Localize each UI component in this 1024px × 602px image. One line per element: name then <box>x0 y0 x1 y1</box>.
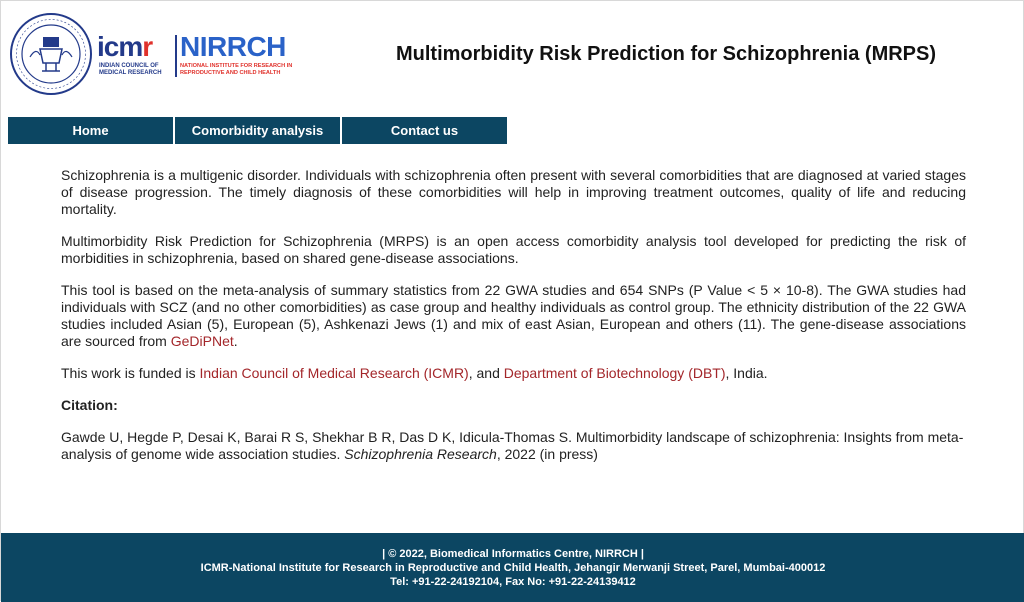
icmr-logo-subtitle: INDIAN COUNCIL OF MEDICAL RESEARCH <box>99 63 162 76</box>
funding-paragraph <box>61 365 966 382</box>
main-nav <box>8 117 507 144</box>
methodology-text: This tool is based on the meta-analysis of summary statistics from 22 GWA studies and 654 SNPs (P Value < 5 × 10-8). The GWA studies had individuals with SCZ (and no other comorbidities) as case group and healthy individuals as control group. The ethnicity distribution of the 22 GWA studies included Asian (5), European (5), Ashkenazi Jews (1) and mix of east Asian, European and others (11). The gene-disease associations are sourced from <box>61 282 966 349</box>
icmr-word-accent: r <box>142 31 153 62</box>
nav-home[interactable]: Home <box>8 117 173 144</box>
nav-contact-us[interactable]: Contact us <box>342 117 507 144</box>
funding-text-end: , India. <box>725 365 768 381</box>
site-footer <box>1 533 1024 602</box>
citation-paragraph <box>61 429 966 463</box>
nav-comorbidity-analysis[interactable]: Comorbidity analysis <box>175 117 340 144</box>
icmr-word-main: icm <box>97 31 143 62</box>
icmr-emblem-logo <box>10 13 92 95</box>
nirrch-logo-subtitle: NATIONAL INSTITUTE FOR RESEARCH IN REPRODUCTIVE AND CHILD HEALTH <box>180 63 293 76</box>
mrps-description-paragraph: Multimorbidity Risk Prediction for Schizophrenia (MRPS) is an open access comorbidity analysis tool developed for predicting the risk of morbidities in schizophrenia, based on shared gene-disease associations. <box>61 233 966 266</box>
gedipnet-link[interactable]: GeDiPNet <box>170 333 234 349</box>
page-title: Multimorbidity Risk Prediction for Schizophrenia (MRPS) <box>395 43 937 65</box>
main-content <box>61 167 966 478</box>
icmr-link[interactable]: Indian Council of Medical Research (ICMR) <box>199 365 469 381</box>
citation-end: , 2022 (in press) <box>496 446 598 462</box>
footer-copyright: | © 2022, Biomedical Informatics Centre, NIRRCH | <box>382 548 644 560</box>
citation-heading: Citation: <box>61 397 118 413</box>
footer-address: ICMR-National Institute for Research in Reproductive and Child Health, Jehangir Merwanji Street, Parel, Mumbai-400012 <box>200 562 826 574</box>
site-header <box>1 1 1024 111</box>
funding-text-start: This work is funded is <box>61 365 200 381</box>
nirrch-word: NIRRCH <box>180 31 286 62</box>
dbt-link[interactable]: Department of Biotechnology (DBT) <box>503 365 726 381</box>
citation-authors: Gawde U, Hegde P, Desai K, Barai R S, Shekhar B R, Das D K, Idicula-Thomas S. Multimorbidity landscape of schizophrenia: Insights from meta-analysis of genome wide association studies. <box>61 429 964 462</box>
nirrch-logo <box>180 33 310 79</box>
citation-journal: Schizophrenia Research <box>344 446 497 462</box>
icmr-logo <box>97 33 173 79</box>
methodology-end: . <box>233 333 238 349</box>
footer-contact: Tel: +91-22-24192104, Fax No: +91-22-24139412 <box>390 576 636 588</box>
logo-divider <box>175 35 177 77</box>
methodology-paragraph <box>61 282 966 350</box>
funding-text-mid: , and <box>468 365 504 381</box>
intro-paragraph: Schizophrenia is a multigenic disorder. Individuals with schizophrenia often present with several comorbidities that are diagnosed at varied stages of disease progression. The timely diagnosis of these comorbidities will help in improving treatment outcomes, quality of life and reducing mortality. <box>61 167 966 217</box>
